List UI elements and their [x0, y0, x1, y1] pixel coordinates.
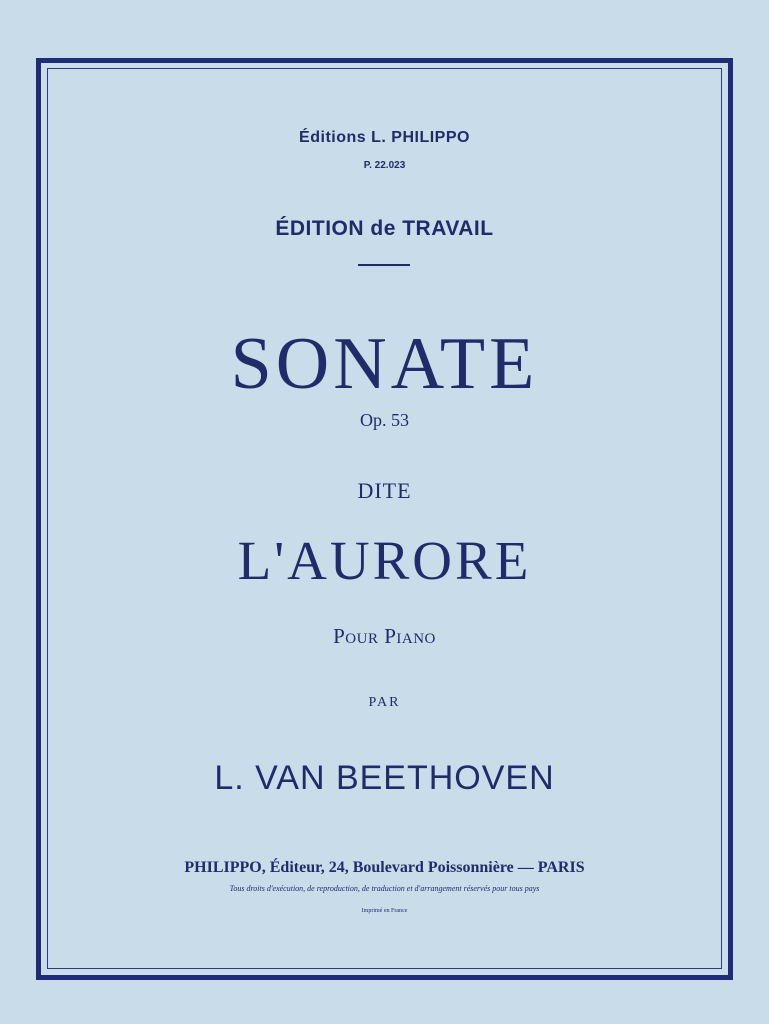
composer-name: L. VAN BEETHOVEN — [214, 759, 555, 797]
work-subtitle: L'AURORE — [237, 530, 532, 591]
sheet-music-cover — [48, 69, 721, 968]
publisher-address: PHILIPPO, Éditeur, 24, Boulevard Poissonnière — PARIS — [184, 859, 585, 876]
rights-notice: Tous droits d'exécution, de reproduction, de traduction et d'arrangement réservés pour tous pays — [229, 884, 540, 893]
plate-number: P. 22.023 — [363, 160, 406, 171]
dite-label: DITE — [357, 478, 412, 503]
printed-in-notice: Imprimé en France — [361, 908, 408, 914]
par-label: PAR — [368, 695, 401, 710]
divider-rule — [358, 264, 410, 266]
instrument-label: Pour Piano — [333, 624, 436, 648]
work-title: SONATE — [230, 323, 539, 405]
edition-type: ÉDITION de TRAVAIL — [275, 217, 494, 240]
publisher-line: Éditions L. PHILIPPO — [299, 129, 470, 146]
opus-number: Op. 53 — [360, 410, 409, 430]
